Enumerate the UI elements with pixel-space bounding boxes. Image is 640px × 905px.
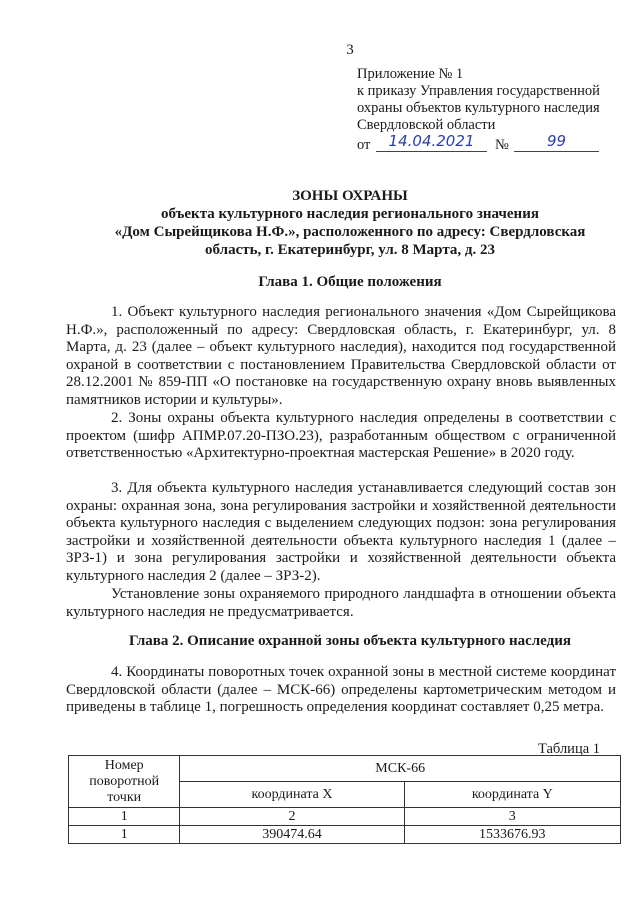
title-line-3: «Дом Сырейщикова Н.Ф.», расположенного по адресу: Свердловская [114, 224, 586, 240]
column-number: 1 [69, 808, 180, 826]
header-coordinate-system: МСК-66 [180, 756, 621, 782]
title-line-4: область, г. Екатеринбург, ул. 8 Марта, д. 23 [205, 242, 495, 258]
paragraph-2: 2. Зоны охраны объекта культурного наследия определены в соответствии с проектом (шифр АПМР.07.20-ПЗО.23), разработанным обществом с ограниченной ответственностью «Архитектурно-проектная мастерская Решение» в 2020 году. [66, 410, 616, 462]
appendix-block [357, 66, 600, 154]
column-number: 3 [404, 808, 620, 826]
document-title [60, 187, 640, 259]
column-number: 2 [180, 808, 404, 826]
order-number: 99 [514, 133, 599, 152]
table-caption: Таблица 1 [538, 741, 601, 757]
order-reference [357, 134, 600, 154]
appendix-line-2: к приказу Управления государственной [357, 83, 600, 99]
header-coordinate-x: координата X [180, 782, 404, 808]
appendix-line-3: охраны объектов культурного наследия [357, 100, 600, 116]
order-number-sign: № [495, 137, 509, 153]
title-main: ЗОНЫ ОХРАНЫ [292, 188, 408, 204]
coordinate-x-cell: 390474.64 [180, 826, 404, 844]
title-line-2: объекта культурного наследия регионального значения [161, 206, 539, 222]
paragraph-1: 1. Объект культурного наследия регионального значения «Дом Сырейщикова Н.Ф.», расположенный по адресу: Свердловская область, г. Екатеринбург, ул. 8 Марта, д. 23 (далее – объект культурного наследия), находится под государственной охраной в соответствии с постановлением Правительства Свердловской области от 28.12.2001 № 859-ПП «О постановке на государственную охрану вновь выявленных памятников истории и культуры». [66, 304, 616, 408]
paragraph-3: 3. Для объекта культурного наследия устанавливается следующий состав зон охраны: охранная зона, зона регулирования застройки и хозяйственной деятельности объекта культурного наследия с выделением следующих подзон: зона регулирования застройки и хозяйственной деятельности объекта культурного наследия 1 (далее – ЗРЗ-1) и зона регулирования застройки и хозяйственной деятельности объекта культурного наследия 2 (далее – ЗРЗ-2). [66, 480, 616, 584]
page-number: 3 [346, 42, 354, 58]
paragraph-3-note: Установление зоны охраняемого природного ландшафта в отношении объекта культурного наследия не предусматривается. [66, 586, 616, 620]
coordinates-table [68, 755, 621, 844]
order-prefix: от [357, 137, 371, 153]
table-row [69, 826, 621, 844]
header-coordinate-y: координата Y [404, 782, 620, 808]
appendix-line-4: Свердловской области [357, 117, 496, 133]
paragraph-4: 4. Координаты поворотных точек охранной зоны в местной системе координат Свердловской области (далее – МСК-66) определены картометрическим методом и приведены в таблице 1, погрешность определения координат составляет 0,25 метра. [66, 664, 616, 716]
point-number-cell: 1 [69, 826, 180, 844]
chapter-1-heading: Глава 1. Общие положения [258, 274, 442, 290]
chapter-2-heading: Глава 2. Описание охранной зоны объекта культурного наследия [129, 633, 571, 649]
order-date: 14.04.2021 [376, 133, 487, 152]
table-header-row [69, 756, 621, 782]
table-column-numbers-row [69, 808, 621, 826]
header-point-number: Номер поворотной точки [69, 756, 180, 808]
coordinate-y-cell: 1533676.93 [404, 826, 620, 844]
appendix-line-1: Приложение № 1 [357, 66, 464, 82]
